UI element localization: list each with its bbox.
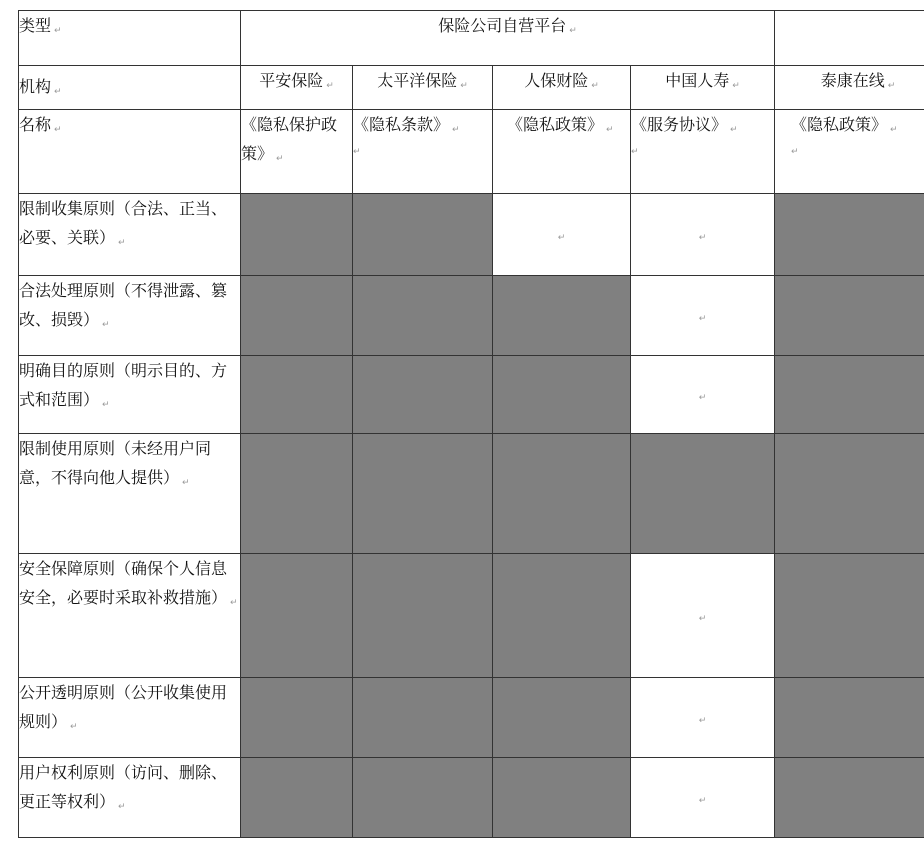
- principle-label-cell: [19, 678, 241, 758]
- paragraph-mark-icon: ↵: [102, 320, 110, 330]
- principle-label-cell: [19, 434, 241, 554]
- principle-cell: [775, 194, 924, 276]
- paragraph-mark-icon: ↵: [698, 392, 707, 403]
- institution-label: 机构: [19, 77, 52, 96]
- document-name-cell: [775, 110, 924, 194]
- institution-cell: [775, 66, 924, 110]
- paragraph-mark-icon: ↵: [118, 802, 126, 812]
- principle-cell: [775, 356, 924, 434]
- platform-group-label: 保险公司自营平台: [438, 16, 567, 35]
- privacy-principles-table: [18, 10, 924, 838]
- principle-label: 用户权利原则（访问、删除、更正等权利）: [19, 763, 228, 811]
- principle-cell: [775, 434, 924, 554]
- principle-cell: [631, 758, 775, 838]
- principle-label: 限制使用原则（未经用户同意，不得向他人提供）: [19, 439, 212, 487]
- principle-cell: [631, 276, 775, 356]
- paragraph-mark-icon: ↵: [698, 715, 707, 726]
- type-row: [19, 11, 924, 66]
- type-label-cell: [19, 11, 241, 66]
- institution-cell: [353, 66, 493, 110]
- principle-cell: [493, 356, 631, 434]
- institution-name: 中国人寿: [665, 71, 730, 90]
- principle-cell: [241, 758, 353, 838]
- platform-group-cell: [241, 11, 775, 66]
- principle-cell: [493, 554, 631, 678]
- paragraph-mark-icon: ↵: [102, 400, 110, 410]
- principle-row: [19, 678, 924, 758]
- paragraph-mark-icon: ↵: [730, 125, 738, 135]
- paragraph-mark-icon: ↵: [353, 147, 361, 157]
- name-label: 名称: [19, 115, 52, 134]
- paragraph-mark-icon: ↵: [631, 147, 639, 157]
- principle-cell: [493, 276, 631, 356]
- principle-row: [19, 758, 924, 838]
- paragraph-mark-icon: ↵: [70, 722, 78, 732]
- institution-name: 平安保险: [259, 71, 324, 90]
- paragraph-mark-icon: ↵: [54, 87, 62, 97]
- paragraph-mark-icon: ↵: [698, 795, 707, 806]
- principle-cell: [775, 758, 924, 838]
- paragraph-mark-icon: ↵: [452, 125, 460, 135]
- principle-label: 合法处理原则（不得泄露、篡改、损毁）: [19, 281, 228, 329]
- principle-cell: [631, 194, 775, 276]
- institution-cell: [493, 66, 631, 110]
- name-label-cell: [19, 110, 241, 194]
- principle-label-cell: [19, 194, 241, 276]
- document-name-cell: [493, 110, 631, 194]
- principle-label: 安全保障原则（确保个人信息安全，必要时采取补救措施）: [19, 559, 228, 607]
- institution-name: 太平洋保险: [377, 71, 458, 90]
- principle-row: [19, 194, 924, 276]
- paragraph-mark-icon: ↵: [887, 81, 896, 91]
- principle-cell: [775, 276, 924, 356]
- paragraph-mark-icon: ↵: [606, 125, 614, 135]
- principle-cell: [493, 678, 631, 758]
- paragraph-mark-icon: ↵: [182, 478, 190, 488]
- principle-cell: [631, 434, 775, 554]
- document-name: 《隐私政策》: [507, 115, 604, 134]
- principle-cell: [775, 678, 924, 758]
- paragraph-mark-icon: ↵: [118, 238, 126, 248]
- paragraph-mark-icon: ↵: [230, 598, 238, 608]
- paragraph-mark-icon: ↵: [698, 313, 707, 324]
- document-name-cell: [241, 110, 353, 194]
- principle-cell: [353, 434, 493, 554]
- principle-label-cell: [19, 356, 241, 434]
- paragraph-mark-icon: ↵: [591, 81, 599, 91]
- institution-cell: [631, 66, 775, 110]
- principle-cell: [241, 356, 353, 434]
- principle-row: [19, 554, 924, 678]
- principle-cell: [353, 554, 493, 678]
- principle-cell: [241, 194, 353, 276]
- principle-cell: [631, 678, 775, 758]
- document-name-cell: [353, 110, 493, 194]
- principle-label: 限制收集原则（合法、正当、必要、关联）: [19, 199, 228, 247]
- principle-label: 明确目的原则（明示目的、方式和范围）: [19, 361, 228, 409]
- type-label: 类型: [19, 16, 52, 35]
- paragraph-mark-icon: ↵: [698, 613, 707, 624]
- type-empty-cell: [775, 11, 924, 66]
- paragraph-mark-icon: ↵: [54, 26, 62, 36]
- principle-cell: [493, 758, 631, 838]
- principle-cell: [353, 758, 493, 838]
- document-name: 《隐私政策》: [791, 115, 888, 134]
- principle-cell: [493, 434, 631, 554]
- principle-cell: [241, 554, 353, 678]
- paragraph-mark-icon: ↵: [460, 81, 468, 91]
- principle-cell: [631, 554, 775, 678]
- document-name-cell: [631, 110, 775, 194]
- institution-row: [19, 66, 924, 110]
- principle-cell: [631, 356, 775, 434]
- principle-cell: [353, 194, 493, 276]
- paragraph-mark-icon: ↵: [276, 154, 284, 164]
- principle-cell: [241, 678, 353, 758]
- paragraph-mark-icon: ↵: [890, 125, 898, 135]
- document-name: 《服务协议》: [631, 115, 728, 134]
- principle-label-cell: [19, 276, 241, 356]
- principle-label: 公开透明原则（公开收集使用规则）: [19, 683, 228, 731]
- paragraph-mark-icon: ↵: [698, 232, 707, 243]
- name-row: [19, 110, 924, 194]
- principle-cell: [241, 434, 353, 554]
- principle-cell: [241, 276, 353, 356]
- institution-cell: [241, 66, 353, 110]
- paragraph-mark-icon: ↵: [557, 232, 566, 243]
- principle-cell: [775, 554, 924, 678]
- principle-label-cell: [19, 758, 241, 838]
- principle-row: [19, 434, 924, 554]
- institution-name: 人保财险: [524, 71, 589, 90]
- institution-label-cell: [19, 66, 241, 110]
- principle-cell: [493, 194, 631, 276]
- institution-name: 泰康在线: [820, 71, 885, 90]
- paragraph-mark-icon: ↵: [791, 147, 799, 157]
- principle-cell: [353, 276, 493, 356]
- paragraph-mark-icon: ↵: [569, 26, 577, 36]
- principle-row: [19, 276, 924, 356]
- paragraph-mark-icon: ↵: [732, 81, 740, 91]
- document-name: 《隐私保护政策》: [241, 115, 338, 163]
- principle-label-cell: [19, 554, 241, 678]
- principle-cell: [353, 678, 493, 758]
- paragraph-mark-icon: ↵: [326, 81, 334, 91]
- principle-row: [19, 356, 924, 434]
- paragraph-mark-icon: ↵: [54, 125, 62, 135]
- principle-cell: [353, 356, 493, 434]
- document-name: 《隐私条款》: [353, 115, 450, 134]
